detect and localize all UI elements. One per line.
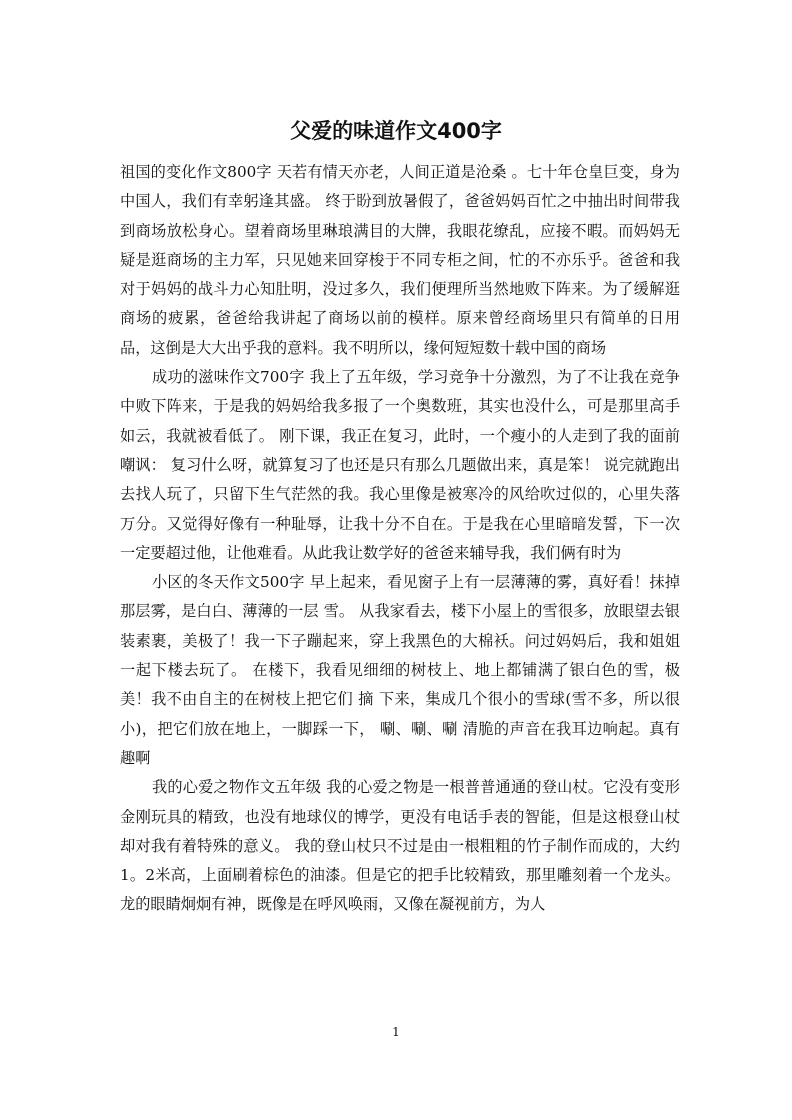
paragraph-3: 小区的冬天作文500字 早上起来，看见窗子上有一层薄薄的雾，真好看！抹掉那层雾，是白白、薄薄的一层 雪。 从我家看去，楼下小屋上的雪很多，放眼望去银装素裹，美极了！我一下子蹦起来，穿上我黑色的大棉袄。问过妈妈后，我和姐姐一起下楼去玩了。 在楼下，我看见细细的树枝上、地上都铺满了银白色的雪，极美！我不由自主的在树枝上把它们 摘 下来，集成几个很小的雪球(雪不多，所以很小)，把它们放在地上，一脚踩一下， 唰、唰、唰 清脆的声音在我耳边响起。真有趣啊 (120, 573, 680, 767)
document-title: 父爱的味道作文400字 (290, 119, 502, 143)
paragraph-2: 成功的滋味作文700字 我上了五年级，学习竞争十分激烈，为了不让我在竞争中败下阵来，于是我的妈妈给我多报了一个奥数班，其实也没什么，可是那里高手如云，我就被看低了。 刚下课，我正在复习，此时，一个瘦小的人走到了我的面前嘲讽： 复习什么呀，就算复习了也还是只有那么几题做出来，真是笨！ 说完就跑出去找人玩了，只留下生气茫然的我。我心里像是被寒冷的风给吹过似的，心里失落万分。又觉得好像有一种耻辱，让我十分不自在。于是我在心里暗暗发誓，下一次一定要超过他，让他难看。从此我让数学好的爸爸来辅导我，我们俩有时为 (120, 368, 680, 562)
paragraph-1: 祖国的变化作文800字 天若有情天亦老，人间正道是沧桑 。七十年仓皇巨变，身为中国人，我们有幸躬逢其盛。 终于盼到放暑假了，爸爸妈妈百忙之中抽出时间带我到商场放松身心。望着商场里琳琅满目的大牌，我眼花缭乱，应接不暇。而妈妈无疑是逛商场的主力军，只见她来回穿梭于不同专柜之间，忙的不亦乐乎。爸爸和我对于妈妈的战斗力心知肚明，没过多久，我们便理所当然地败下阵来。为了缓解逛商场的疲累，爸爸给我讲起了商场以前的模样。原来曾经商场里只有简单的日用品，这倒是大大出乎我的意料。我不明所以，缘何短短数十载中国的商场 (120, 163, 680, 357)
paragraph-4: 我的心爱之物作文五年级 我的心爱之物是一根普普通通的登山杖。它没有变形金刚玩具的精致，也没有地球仪的博学，更没有电话手表的智能，但是这根登山杖却对我有着特殊的意义。 我的登山杖只不过是由一根粗粗的竹子制作而成的，大约1。2米高，上面刷着棕色的油漆。但是它的把手比较精致，那里雕刻着一个龙头。龙的眼睛炯炯有神，既像是在呼风唤雨，又像在凝视前方，为人 (120, 778, 680, 914)
page-number: 1 (392, 1025, 400, 1039)
document-body (120, 158, 680, 920)
